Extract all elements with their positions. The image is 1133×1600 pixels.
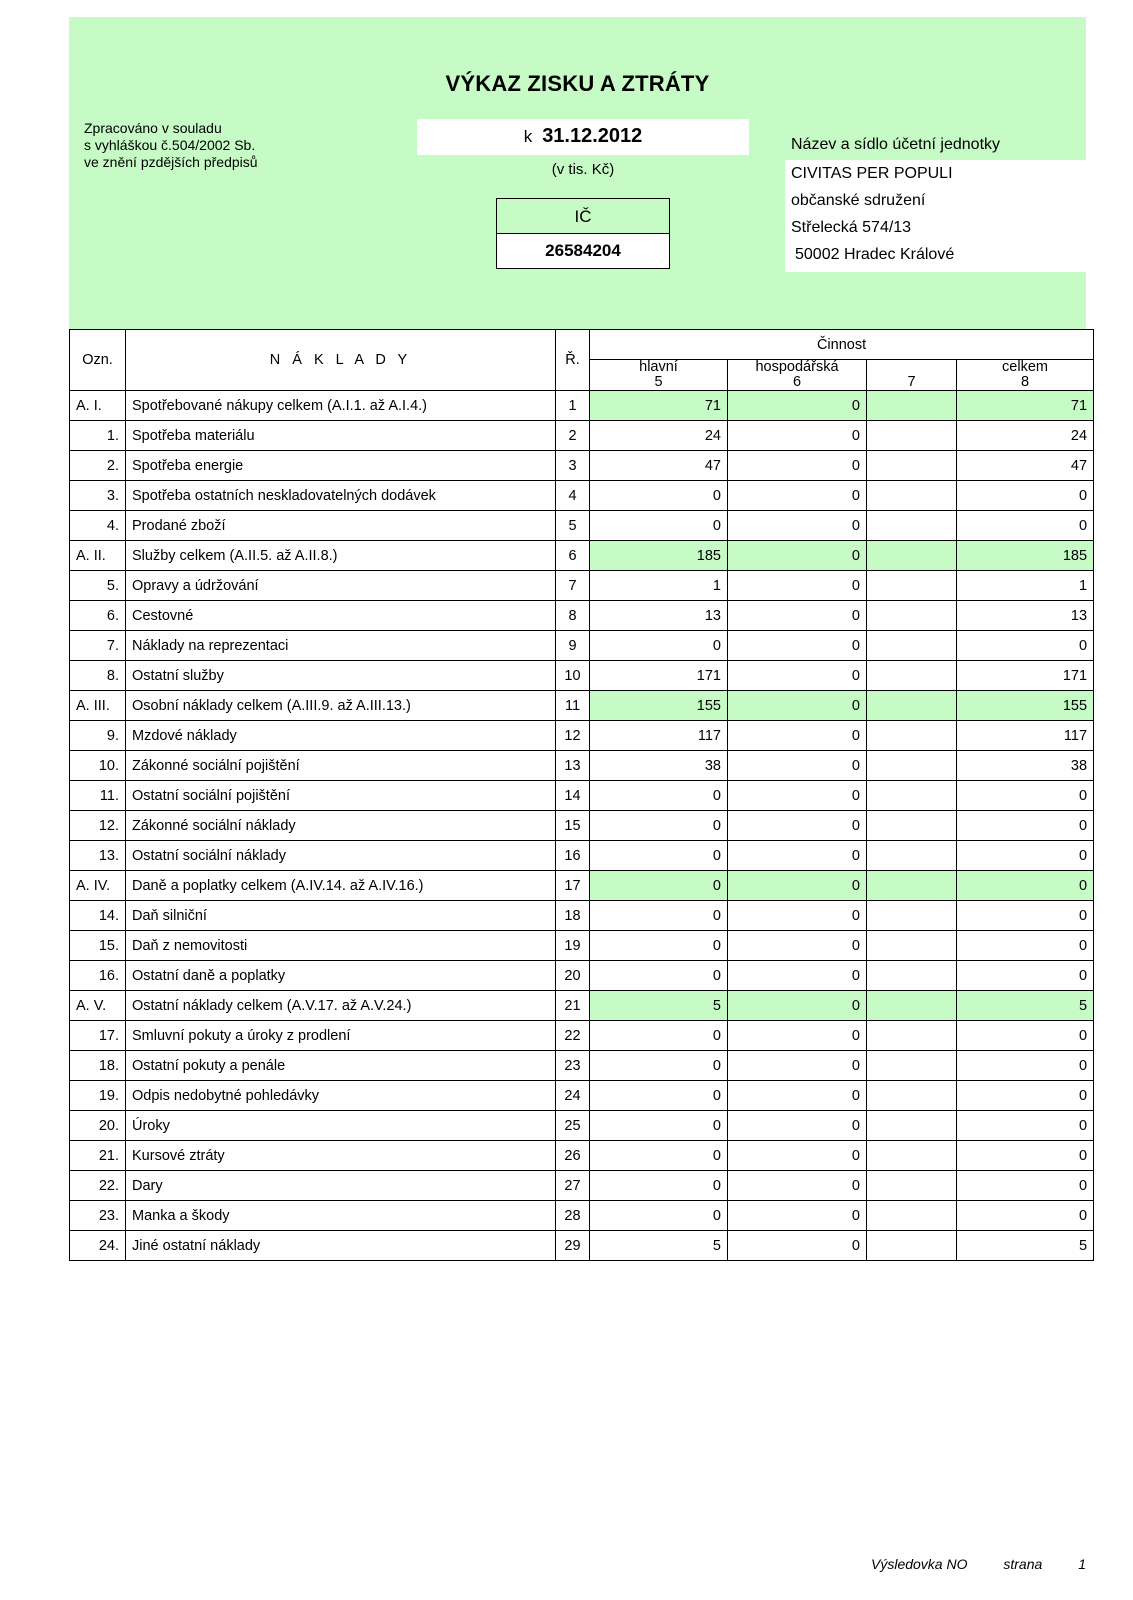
cell-hlavni: 0 (590, 781, 728, 811)
cell-row-number: 28 (556, 1201, 590, 1231)
cell-row-number: 7 (556, 571, 590, 601)
cell-hospodarska: 0 (728, 1081, 867, 1111)
report-date: 31.12.2012 (542, 125, 643, 147)
ic-box (496, 198, 670, 269)
table-row (70, 421, 1094, 451)
cell-celkem: 185 (957, 541, 1094, 571)
table-row-total (70, 541, 1094, 571)
cell-name: Jiné ostatní náklady (126, 1231, 556, 1261)
report-header (69, 17, 1086, 329)
cell-col7 (867, 631, 957, 661)
cell-celkem: 0 (957, 901, 1094, 931)
cell-celkem: 0 (957, 1081, 1094, 1111)
cell-celkem: 0 (957, 481, 1094, 511)
col-header-hospodarska: hospodářská 6 (728, 360, 867, 391)
date-prefix: k (523, 127, 533, 146)
table-row (70, 781, 1094, 811)
page-footer (871, 1556, 1086, 1572)
cell-celkem: 0 (957, 961, 1094, 991)
cell-hlavni: 5 (590, 1231, 728, 1261)
cell-col7 (867, 391, 957, 421)
cell-ozn: 19. (70, 1081, 126, 1111)
cell-ozn: 12. (70, 811, 126, 841)
cell-ozn: A. II. (70, 541, 126, 571)
cell-celkem: 0 (957, 781, 1094, 811)
cell-row-number: 29 (556, 1231, 590, 1261)
cell-ozn: 22. (70, 1171, 126, 1201)
cell-ozn: 11. (70, 781, 126, 811)
cell-col7 (867, 601, 957, 631)
cell-name: Osobní náklady celkem (A.III.9. až A.III.13.) (126, 691, 556, 721)
cell-name: Zákonné sociální náklady (126, 811, 556, 841)
cell-name: Cestovné (126, 601, 556, 631)
cell-hlavni: 0 (590, 1081, 728, 1111)
cell-hlavni: 117 (590, 721, 728, 751)
cell-hospodarska: 0 (728, 691, 867, 721)
col-header-celkem: celkem 8 (957, 360, 1094, 391)
cell-celkem: 24 (957, 421, 1094, 451)
cell-hospodarska: 0 (728, 391, 867, 421)
cell-col7 (867, 811, 957, 841)
cell-name: Ostatní daně a poplatky (126, 961, 556, 991)
table-row (70, 1021, 1094, 1051)
col-header-naklady: N Á K L A D Y (126, 330, 556, 391)
cell-name: Daň z nemovitosti (126, 931, 556, 961)
cell-row-number: 11 (556, 691, 590, 721)
cell-celkem: 0 (957, 631, 1094, 661)
table-row (70, 1141, 1094, 1171)
cell-row-number: 1 (556, 391, 590, 421)
cell-col7 (867, 1171, 957, 1201)
cell-row-number: 21 (556, 991, 590, 1021)
cell-col7 (867, 1051, 957, 1081)
cell-ozn: 10. (70, 751, 126, 781)
cell-name: Kursové ztráty (126, 1141, 556, 1171)
cell-hospodarska: 0 (728, 661, 867, 691)
cell-celkem: 0 (957, 811, 1094, 841)
cell-name: Odpis nedobytné pohledávky (126, 1081, 556, 1111)
cell-col7 (867, 1111, 957, 1141)
cell-ozn: A. III. (70, 691, 126, 721)
cell-celkem: 0 (957, 871, 1094, 901)
cell-ozn: 24. (70, 1231, 126, 1261)
cell-col7 (867, 1081, 957, 1111)
table-row (70, 601, 1094, 631)
cell-row-number: 26 (556, 1141, 590, 1171)
cell-hospodarska: 0 (728, 931, 867, 961)
cell-ozn: 2. (70, 451, 126, 481)
cell-col7 (867, 901, 957, 931)
cell-row-number: 23 (556, 1051, 590, 1081)
cell-name: Daň silniční (126, 901, 556, 931)
cell-hlavni: 0 (590, 841, 728, 871)
entity-box (785, 160, 1086, 272)
cell-hospodarska: 0 (728, 451, 867, 481)
cell-col7 (867, 661, 957, 691)
table-row (70, 571, 1094, 601)
cell-row-number: 2 (556, 421, 590, 451)
legal-note (84, 120, 258, 171)
table-row (70, 841, 1094, 871)
ic-label: IČ (497, 199, 669, 234)
table-row (70, 721, 1094, 751)
cell-name: Služby celkem (A.II.5. až A.II.8.) (126, 541, 556, 571)
cell-ozn: 20. (70, 1111, 126, 1141)
cell-hospodarska: 0 (728, 601, 867, 631)
cell-hospodarska: 0 (728, 421, 867, 451)
cell-ozn: 9. (70, 721, 126, 751)
cell-hospodarska: 0 (728, 871, 867, 901)
cell-celkem: 0 (957, 931, 1094, 961)
cell-hlavni: 0 (590, 1021, 728, 1051)
cell-row-number: 8 (556, 601, 590, 631)
cell-col7 (867, 991, 957, 1021)
cell-row-number: 20 (556, 961, 590, 991)
cell-row-number: 4 (556, 481, 590, 511)
cell-ozn: 21. (70, 1141, 126, 1171)
cell-ozn: 1. (70, 421, 126, 451)
cell-celkem: 0 (957, 511, 1094, 541)
cell-row-number: 24 (556, 1081, 590, 1111)
cell-hlavni: 185 (590, 541, 728, 571)
cell-hlavni: 0 (590, 1051, 728, 1081)
cell-celkem: 38 (957, 751, 1094, 781)
cell-celkem: 5 (957, 991, 1094, 1021)
cell-hlavni: 13 (590, 601, 728, 631)
cell-name: Daně a poplatky celkem (A.IV.14. až A.IV.16.) (126, 871, 556, 901)
entity-city: 50002 Hradec Králové (795, 246, 955, 263)
cell-hlavni: 0 (590, 511, 728, 541)
cell-hlavni: 0 (590, 1111, 728, 1141)
cell-hospodarska: 0 (728, 961, 867, 991)
footer-doc-name: Výsledovka NO (871, 1556, 968, 1572)
cell-name: Spotřeba materiálu (126, 421, 556, 451)
cell-celkem: 0 (957, 841, 1094, 871)
legal-line: ve znění pzdějších předpisů (84, 154, 258, 170)
cell-name: Ostatní sociální náklady (126, 841, 556, 871)
table-row (70, 451, 1094, 481)
cell-hospodarska: 0 (728, 1021, 867, 1051)
table-row (70, 631, 1094, 661)
cell-celkem: 0 (957, 1051, 1094, 1081)
cell-row-number: 10 (556, 661, 590, 691)
col-header-row: Ř. (556, 330, 590, 391)
cell-hospodarska: 0 (728, 1201, 867, 1231)
cell-hlavni: 38 (590, 751, 728, 781)
cell-celkem: 71 (957, 391, 1094, 421)
cell-hospodarska: 0 (728, 1051, 867, 1081)
cell-celkem: 117 (957, 721, 1094, 751)
cell-col7 (867, 421, 957, 451)
cell-hospodarska: 0 (728, 511, 867, 541)
col-header-hlavni: hlavní 5 (590, 360, 728, 391)
cell-ozn: 4. (70, 511, 126, 541)
cell-ozn: A. I. (70, 391, 126, 421)
entity-name: CIVITAS PER POPULI (791, 165, 953, 182)
cell-hlavni: 0 (590, 1141, 728, 1171)
cell-name: Dary (126, 1171, 556, 1201)
cell-name: Zákonné sociální pojištění (126, 751, 556, 781)
cell-celkem: 47 (957, 451, 1094, 481)
cell-celkem: 0 (957, 1021, 1094, 1051)
cell-ozn: 23. (70, 1201, 126, 1231)
cell-col7 (867, 451, 957, 481)
cell-row-number: 15 (556, 811, 590, 841)
table-row-total (70, 691, 1094, 721)
cell-hlavni: 5 (590, 991, 728, 1021)
table-row-total (70, 871, 1094, 901)
costs-table-body (70, 391, 1094, 1261)
cell-name: Ostatní sociální pojištění (126, 781, 556, 811)
cell-name: Úroky (126, 1111, 556, 1141)
cell-col7 (867, 961, 957, 991)
cell-hospodarska: 0 (728, 481, 867, 511)
cell-row-number: 18 (556, 901, 590, 931)
cell-hlavni: 0 (590, 631, 728, 661)
cell-celkem: 1 (957, 571, 1094, 601)
cell-hospodarska: 0 (728, 631, 867, 661)
cell-row-number: 5 (556, 511, 590, 541)
cell-col7 (867, 1201, 957, 1231)
cell-hlavni: 0 (590, 1171, 728, 1201)
cell-hospodarska: 0 (728, 571, 867, 601)
costs-table (69, 329, 1094, 1261)
cell-ozn: A. IV. (70, 871, 126, 901)
table-row (70, 931, 1094, 961)
table-row (70, 661, 1094, 691)
cell-col7 (867, 841, 957, 871)
cell-col7 (867, 1231, 957, 1261)
cell-celkem: 5 (957, 1231, 1094, 1261)
cell-hlavni: 0 (590, 811, 728, 841)
cell-name: Opravy a údržování (126, 571, 556, 601)
cell-col7 (867, 511, 957, 541)
cell-ozn: 16. (70, 961, 126, 991)
cell-col7 (867, 1141, 957, 1171)
cell-hospodarska: 0 (728, 1231, 867, 1261)
cell-row-number: 13 (556, 751, 590, 781)
cell-celkem: 0 (957, 1201, 1094, 1231)
table-row (70, 511, 1094, 541)
cell-row-number: 19 (556, 931, 590, 961)
cell-hlavni: 1 (590, 571, 728, 601)
cell-hospodarska: 0 (728, 751, 867, 781)
cell-col7 (867, 481, 957, 511)
report-title: VÝKAZ ZISKU A ZTRÁTY (445, 71, 710, 96)
cell-row-number: 9 (556, 631, 590, 661)
table-row (70, 1171, 1094, 1201)
cell-celkem: 0 (957, 1171, 1094, 1201)
cell-ozn: 5. (70, 571, 126, 601)
cell-hospodarska: 0 (728, 901, 867, 931)
cell-col7 (867, 571, 957, 601)
table-row (70, 1111, 1094, 1141)
table-row (70, 901, 1094, 931)
currency-unit: (v tis. Kč) (551, 161, 615, 178)
cell-name: Spotřeba energie (126, 451, 556, 481)
cell-ozn: 3. (70, 481, 126, 511)
cell-name: Spotřeba ostatních neskladovatelných dodávek (126, 481, 556, 511)
cell-col7 (867, 1021, 957, 1051)
table-row (70, 1231, 1094, 1261)
cell-ozn: 18. (70, 1051, 126, 1081)
cell-hospodarska: 0 (728, 841, 867, 871)
cell-hlavni: 0 (590, 901, 728, 931)
cell-col7 (867, 931, 957, 961)
cell-name: Mzdové náklady (126, 721, 556, 751)
cell-hlavni: 24 (590, 421, 728, 451)
cell-col7 (867, 781, 957, 811)
cell-name: Náklady na reprezentaci (126, 631, 556, 661)
table-row (70, 1201, 1094, 1231)
col-header-ozn: Ozn. (70, 330, 126, 391)
cell-row-number: 14 (556, 781, 590, 811)
cell-name: Ostatní náklady celkem (A.V.17. až A.V.24.) (126, 991, 556, 1021)
cell-ozn: 13. (70, 841, 126, 871)
cell-col7 (867, 871, 957, 901)
cell-ozn: 15. (70, 931, 126, 961)
table-row-total (70, 991, 1094, 1021)
cell-name: Spotřebované nákupy celkem (A.I.1. až A.I.4.) (126, 391, 556, 421)
entity-type: občanské sdružení (791, 192, 926, 209)
cell-name: Prodané zboží (126, 511, 556, 541)
table-row (70, 811, 1094, 841)
cell-hlavni: 47 (590, 451, 728, 481)
cell-hospodarska: 0 (728, 1111, 867, 1141)
footer-page-number: 1 (1078, 1556, 1086, 1572)
cell-ozn: A. V. (70, 991, 126, 1021)
cell-hlavni: 0 (590, 961, 728, 991)
cell-name: Ostatní pokuty a penále (126, 1051, 556, 1081)
cell-hlavni: 0 (590, 481, 728, 511)
ic-value: 26584204 (497, 234, 669, 268)
cell-hospodarska: 0 (728, 721, 867, 751)
cell-row-number: 27 (556, 1171, 590, 1201)
cell-celkem: 0 (957, 1111, 1094, 1141)
table-row (70, 1051, 1094, 1081)
cell-hlavni: 155 (590, 691, 728, 721)
cell-name: Manka a škody (126, 1201, 556, 1231)
report-date-box (417, 119, 749, 155)
col-header-7: 7 (867, 360, 957, 391)
entity-street: Střelecká 574/13 (791, 219, 912, 236)
table-row (70, 481, 1094, 511)
cell-ozn: 14. (70, 901, 126, 931)
cell-col7 (867, 541, 957, 571)
cell-hlavni: 0 (590, 871, 728, 901)
cell-name: Smluvní pokuty a úroky z prodlení (126, 1021, 556, 1051)
cell-hlavni: 0 (590, 931, 728, 961)
table-row (70, 1081, 1094, 1111)
footer-page-label: strana (1003, 1556, 1043, 1572)
cell-row-number: 12 (556, 721, 590, 751)
cell-row-number: 16 (556, 841, 590, 871)
cell-ozn: 17. (70, 1021, 126, 1051)
cell-hospodarska: 0 (728, 781, 867, 811)
cell-celkem: 155 (957, 691, 1094, 721)
cell-ozn: 6. (70, 601, 126, 631)
cell-celkem: 13 (957, 601, 1094, 631)
table-row (70, 961, 1094, 991)
cell-celkem: 0 (957, 1141, 1094, 1171)
cell-col7 (867, 751, 957, 781)
cell-hospodarska: 0 (728, 1171, 867, 1201)
legal-line: s vyhláškou č.504/2002 Sb. (84, 137, 256, 153)
cell-ozn: 8. (70, 661, 126, 691)
entity-label: Název a sídlo účetní jednotky (791, 136, 1001, 153)
cell-col7 (867, 721, 957, 751)
cell-col7 (867, 691, 957, 721)
legal-line: Zpracováno v souladu (84, 120, 222, 136)
cell-name: Ostatní služby (126, 661, 556, 691)
table-row-total (70, 391, 1094, 421)
cell-row-number: 6 (556, 541, 590, 571)
col-header-cinnost: Činnost (590, 330, 1094, 360)
cell-ozn: 7. (70, 631, 126, 661)
cell-hlavni: 171 (590, 661, 728, 691)
cell-row-number: 25 (556, 1111, 590, 1141)
cell-row-number: 3 (556, 451, 590, 481)
cell-hospodarska: 0 (728, 1141, 867, 1171)
cell-hospodarska: 0 (728, 991, 867, 1021)
cell-row-number: 22 (556, 1021, 590, 1051)
cell-hlavni: 71 (590, 391, 728, 421)
table-row (70, 751, 1094, 781)
cell-hospodarska: 0 (728, 811, 867, 841)
cell-hlavni: 0 (590, 1201, 728, 1231)
cell-row-number: 17 (556, 871, 590, 901)
cell-hospodarska: 0 (728, 541, 867, 571)
cell-celkem: 171 (957, 661, 1094, 691)
